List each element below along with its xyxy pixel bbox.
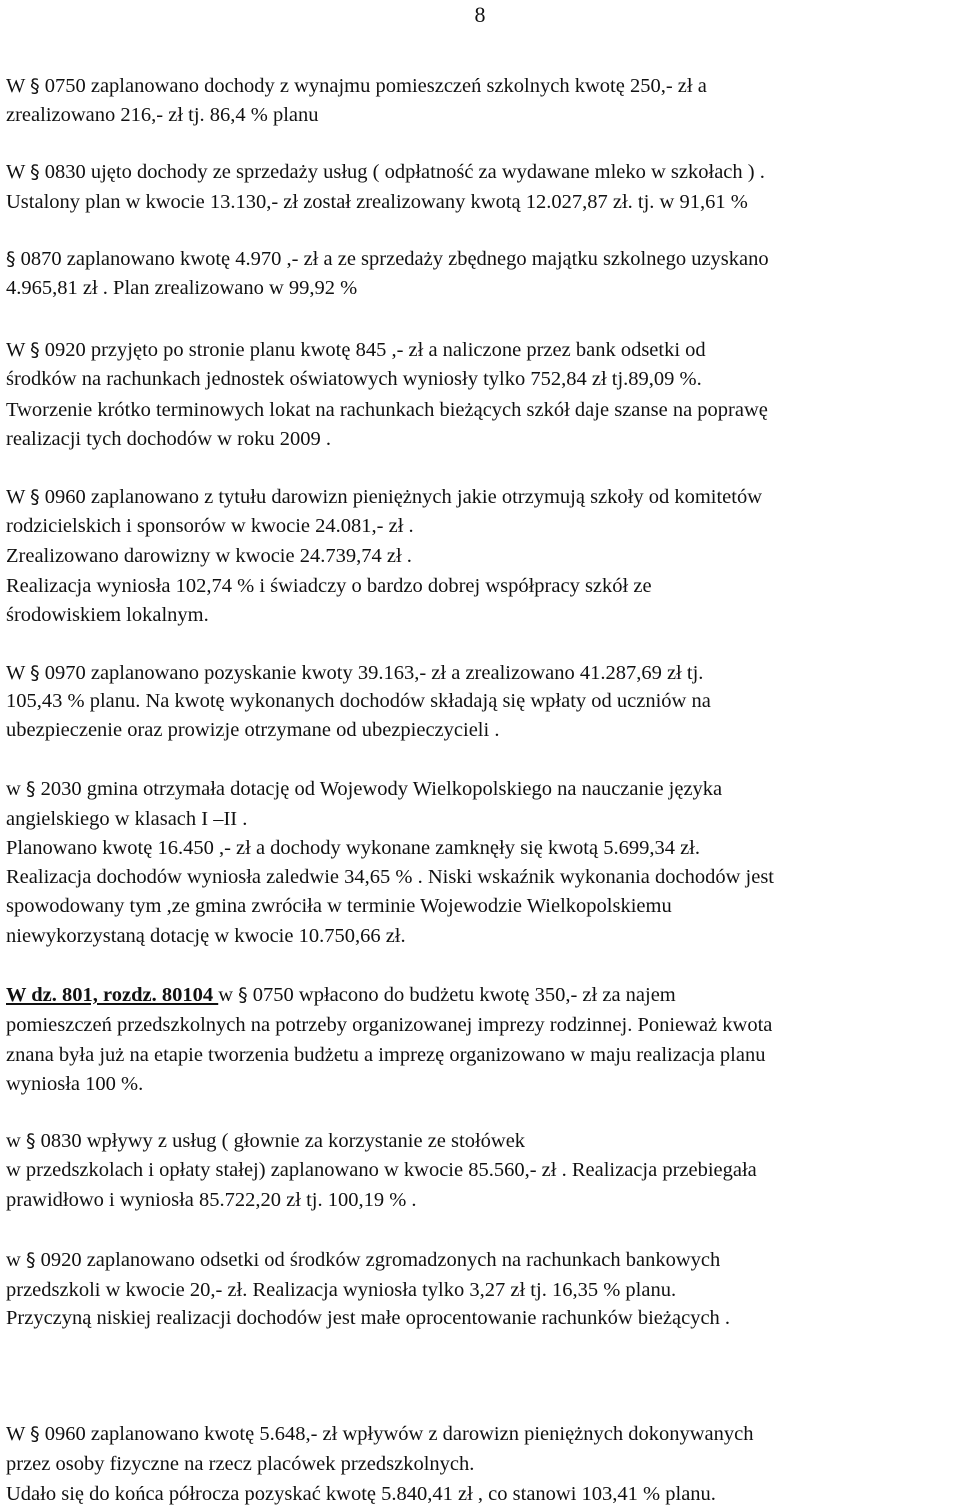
text-line: Zrealizowano darowizny w kwocie 24.739,74 zł . <box>6 545 412 567</box>
text-line: pomieszczeń przedszkolnych na potrzeby organizowanej imprezy rodzinnej. Ponieważ kwota <box>6 1014 773 1036</box>
text-line: Przyczyną niskiej realizacji dochodów jest małe oprocentowanie rachunków bieżących . <box>6 1307 731 1329</box>
text-line: Realizacja wyniosła 102,74 % i świadczy o bardzo dobrej współpracy szkół ze <box>6 575 652 597</box>
text-line: angielskiego w klasach I –II . <box>6 808 248 830</box>
text-line: realizacji tych dochodów w roku 2009 . <box>6 428 332 450</box>
text-line: przez osoby fizyczne na rzecz placówek przedszkolnych. <box>6 1453 475 1475</box>
text-line: wyniosła 100 %. <box>6 1073 144 1095</box>
text-line: 4.965,81 zł . Plan zrealizowano w 99,92 % <box>6 277 358 299</box>
text-line: w przedszkolach i opłaty stałej) zaplanowano w kwocie 85.560,- zł . Realizacja przebiegała <box>6 1159 757 1181</box>
page-number: 8 <box>474 2 486 27</box>
text-line: W § 0750 zaplanowano dochody z wynajmu pomieszczeń szkolnych kwotę 250,- zł a <box>6 75 707 97</box>
text-line: spowodowany tym ,ze gmina zwróciła w terminie Wojewodzie Wielkopolskiemu <box>6 895 672 917</box>
text-line: § 0870 zaplanowano kwotę 4.970 ,- zł a ze sprzedaży zbędnego majątku szkolnego uzyskano <box>6 248 769 270</box>
text-line: w § 0750 wpłacono do budżetu kwotę 350,- zł za najem <box>218 984 676 1006</box>
text-line: zrealizowano 216,- zł tj. 86,4 % planu <box>6 104 319 126</box>
section-heading: W dz. 801, rozdz. 80104 <box>6 984 219 1006</box>
text-line: znana była już na etapie tworzenia budżetu a imprezę organizowano w maju realizacja planu <box>6 1044 766 1066</box>
text-line: W § 0960 zaplanowano kwotę 5.648,- zł wpływów z darowizn pieniężnych dokonywanych <box>6 1423 754 1445</box>
text-line: w § 2030 gmina otrzymała dotację od Wojewody Wielkopolskiego na nauczanie języka <box>6 778 723 800</box>
text-line: środowiskiem lokalnym. <box>6 604 209 626</box>
text-line: 105,43 % planu. Na kwotę wykonanych dochodów składają się wpłaty od uczniów na <box>6 690 711 712</box>
text-line: W § 0830 ujęto dochody ze sprzedaży usług ( odpłatność za wydawane mleko w szkołach ) . <box>6 161 765 183</box>
text-line: prawidłowo i wyniosła 85.722,20 zł tj. 100,19 % . <box>6 1189 417 1211</box>
text-line: W § 0920 przyjęto po stronie planu kwotę 845 ,- zł a naliczone przez bank odsetki od <box>6 339 706 361</box>
text-line: Tworzenie krótko terminowych lokat na rachunkach bieżących szkół daje szanse na poprawę <box>6 399 768 421</box>
text-line: Realizacja dochodów wyniosła zaledwie 34,65 % . Niski wskaźnik wykonania dochodów jest <box>6 866 774 888</box>
text-line: ubezpieczenie oraz prowizje otrzymane od ubezpieczycieli . <box>6 719 500 741</box>
text-line: Ustalony plan w kwocie 13.130,- zł został zrealizowany kwotą 12.027,87 zł. tj. w 91,61 % <box>6 191 748 213</box>
text-line: Udało się do końca półrocza pozyskać kwotę 5.840,41 zł , co stanowi 103,41 % planu. <box>6 1483 716 1505</box>
text-line: W § 0960 zaplanowano z tytułu darowizn pieniężnych jakie otrzymują szkoły od komitetów <box>6 486 763 508</box>
text-line: przedszkoli w kwocie 20,- zł. Realizacja wyniosła tylko 3,27 zł tj. 16,35 % planu. <box>6 1279 677 1301</box>
text-line: środków na rachunkach jednostek oświatowych wyniosły tylko 752,84 zł tj.89,09 %. <box>6 368 702 390</box>
text-line: w § 0920 zaplanowano odsetki od środków zgromadzonych na rachunkach bankowych <box>6 1249 721 1271</box>
text-line: w § 0830 wpływy z usług ( głownie za korzystanie ze stołówek <box>6 1130 526 1152</box>
text-line: niewykorzystaną dotację w kwocie 10.750,66 zł. <box>6 925 406 947</box>
text-line: Planowano kwotę 16.450 ,- zł a dochody wykonane zamknęły się kwotą 5.699,34 zł. <box>6 837 700 859</box>
text-line: W § 0970 zaplanowano pozyskanie kwoty 39.163,- zł a zrealizowano 41.287,69 zł tj. <box>6 662 704 684</box>
text-line: rodzicielskich i sponsorów w kwocie 24.081,- zł . <box>6 515 414 537</box>
section-heading-line <box>6 983 954 1007</box>
